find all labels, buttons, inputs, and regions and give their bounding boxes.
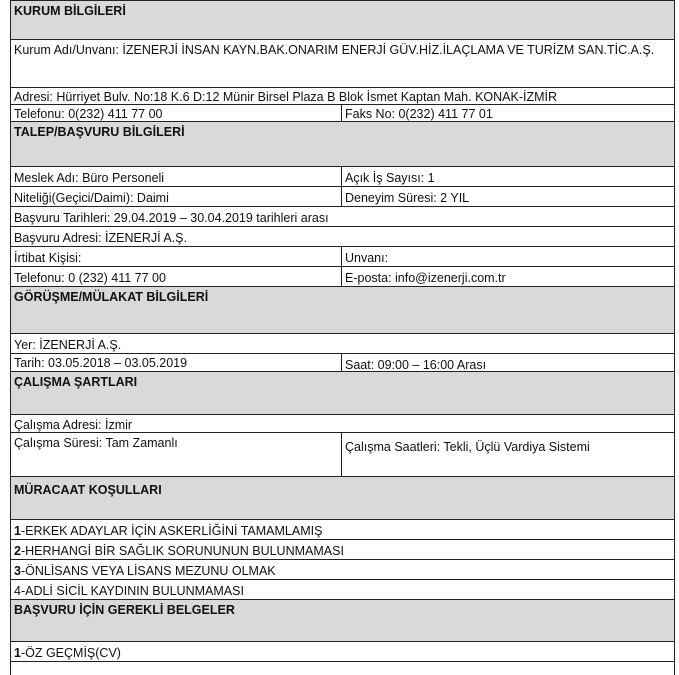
eposta: E-posta: info@izenerji.com.tr [341, 267, 674, 286]
list-item [11, 641, 674, 661]
meslek-adi: Meslek Adı: Büro Personeli [14, 171, 165, 185]
gorusme-tarih: Tarih: 03.05.2018 – 03.05.2019 [14, 356, 188, 370]
section-header-muracaat [11, 476, 674, 519]
row-basvuru-adres [11, 226, 674, 246]
row-irtibat [11, 246, 674, 266]
item-number: 3 [14, 564, 21, 578]
item-text: -ADLİ SİCİL KAYDININ BULUNMAMASI [20, 584, 244, 598]
row-gorusme-tarih [11, 353, 674, 371]
item-text: -HERHANGİ BİR SAĞLIK SORUNUNUN BULUNMAMASI [20, 544, 344, 558]
section-title: ÇALIŞMA ŞARTLARI [14, 375, 138, 389]
row-kurum-adres [11, 87, 674, 104]
row-meslek [11, 166, 674, 186]
talep-telefon: Telefonu: 0 (232) 411 77 00 [14, 271, 166, 285]
section-header-calisma [11, 371, 674, 414]
unvani: Unvanı: [341, 247, 674, 266]
basvuru-adresi: Başvuru Adresi: İZENERJİ A.Ş. [14, 231, 187, 245]
section-header-gorusme [11, 286, 674, 333]
application-form [10, 0, 675, 675]
divider [11, 661, 674, 662]
nitelik: Niteliği(Geçici/Daimi): Daimi [14, 191, 169, 205]
section-title: TALEP/BAŞVURU BİLGİLERİ [14, 125, 185, 139]
kurum-adi: Kurum Adı/Unvanı: İZENERJİ İNSAN KAYN.BAK.ONARIM ENERJİ GÜV.HİZ.İLAÇLAMA VE TURİZM SAN.TİC.A.Ş. [14, 43, 655, 57]
item-text: -ERKEK ADAYLAR İÇİN ASKERLİĞİNİ TAMAMLAMIŞ [20, 524, 323, 538]
item-number: 1 [14, 524, 21, 538]
list-item [11, 519, 674, 539]
gorusme-yer: Yer: İZENERJİ A.Ş. [14, 338, 122, 352]
list-item [11, 539, 674, 559]
kurum-telefon: Telefonu: 0(232) 411 77 00 [14, 107, 163, 121]
row-nitelik [11, 186, 674, 206]
irtibat-kisisi: İrtibat Kişisi: [14, 251, 82, 265]
section-header-talep [11, 121, 674, 166]
item-text: -ÖZ GEÇMİŞ(CV) [20, 646, 121, 660]
section-title: MÜRACAAT KOŞULLARI [14, 483, 162, 497]
calisma-adresi: Çalışma Adresi: İzmir [14, 418, 133, 432]
section-title: BAŞVURU İÇİN GEREKLİ BELGELER [14, 603, 235, 617]
list-item [11, 579, 674, 599]
row-kurum-telefon [11, 104, 674, 121]
acik-is-sayisi: Açık İş Sayısı: 1 [341, 167, 674, 186]
calisma-saatleri: Çalışma Saatleri: Tekli, Üçlü Vardiya Sistemi [341, 433, 674, 476]
row-talep-telefon [11, 266, 674, 286]
gorusme-saat: Saat: 09:00 – 16:00 Arası [341, 354, 674, 371]
calisma-suresi: Çalışma Süresi: Tam Zamanlı [14, 436, 178, 450]
section-header-kurum [11, 0, 674, 39]
row-calisma-adres [11, 414, 674, 432]
deneyim-suresi: Deneyim Süresi: 2 YIL [341, 187, 674, 206]
kurum-faks: Faks No: 0(232) 411 77 01 [341, 105, 674, 121]
section-title: KURUM BİLGİLERİ [14, 4, 126, 18]
item-number: 4 [14, 584, 21, 598]
item-number: 1 [14, 646, 21, 660]
item-text: -ÖNLİSANS VEYA LİSANS MEZUNU OLMAK [20, 564, 276, 578]
section-header-belgeler [11, 599, 674, 641]
row-yer [11, 333, 674, 353]
kurum-adres: Adresi: Hürriyet Bulv. No:18 K.6 D:12 Münir Birsel Plaza B Blok İsmet Kaptan Mah. KONAK-İZMİR [14, 90, 558, 104]
row-kurum-adi [11, 39, 674, 72]
section-title: GÖRÜŞME/MÜLAKAT BİLGİLERİ [14, 290, 209, 304]
row-basvuru-tarih [11, 206, 674, 226]
list-item [11, 559, 674, 579]
row-calisma-sure [11, 432, 674, 476]
item-number: 2 [14, 544, 21, 558]
basvuru-tarihleri: Başvuru Tarihleri: 29.04.2019 – 30.04.2019 tarihleri arası [14, 211, 329, 225]
